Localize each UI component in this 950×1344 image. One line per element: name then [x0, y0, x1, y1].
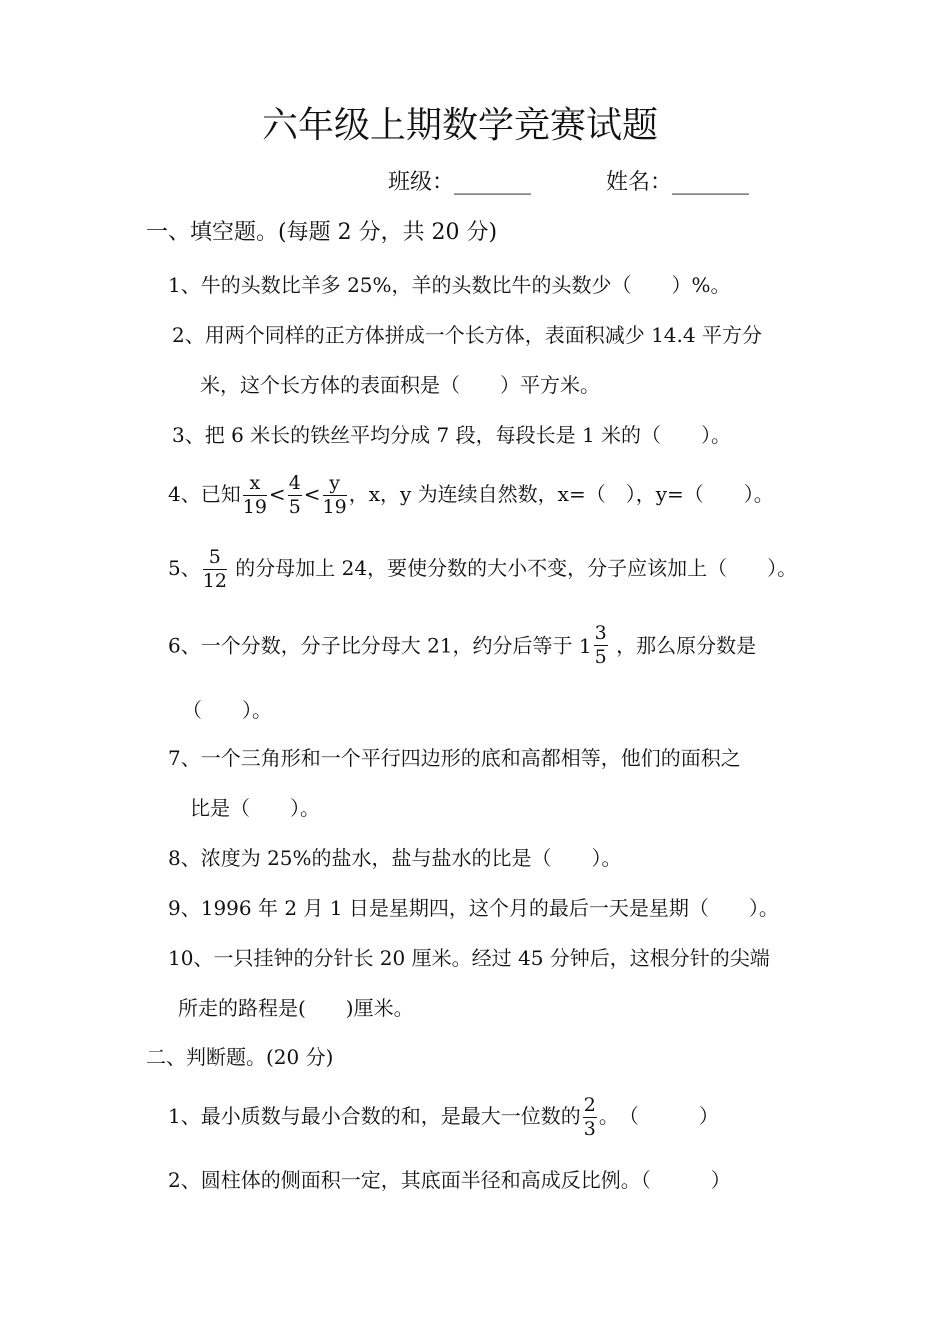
question-1-3: 3、把 6 米长的铁丝平均分成 7 段，每段长是 1 米的（ ）。 [172, 423, 732, 447]
class-field: 班级：_______ [388, 170, 532, 195]
fraction-numerator: y [323, 474, 347, 496]
fraction-denominator: 5 [594, 646, 607, 668]
less-than-sign: < [303, 482, 321, 506]
question-1-9: 9、1996 年 2 月 1 日是星期四，这个月的最后一天是星期（ ）。 [168, 896, 779, 920]
fraction-numerator: 5 [203, 548, 227, 570]
q4-suffix: ，x，y 为连续自然数，x=（ ），y=（ ）。 [348, 482, 774, 506]
fraction-numerator: 2 [583, 1094, 596, 1116]
q5-suffix: 的分母加上 24，要使分数的大小不变，分子应该加上（ ）。 [235, 556, 798, 580]
question-1-4 [168, 474, 774, 517]
fraction-3-over-5 [594, 624, 608, 667]
question-2-2: 2、圆柱体的侧面积一定，其底面半径和高成反比例。（ ） [168, 1168, 731, 1192]
question-1-2-line2: 米，这个长方体的表面积是（ ）平方米。 [200, 373, 600, 397]
s2q1-prefix: 1、最小质数与最小合数的和，是最大一位数的 [168, 1104, 581, 1128]
question-1-6 [168, 624, 756, 667]
fraction-5-over-12 [203, 548, 227, 591]
question-1-6-line2: （ ）。 [182, 698, 272, 722]
fraction-numerator: x [243, 474, 267, 496]
question-1-1: 1、牛的头数比羊多 25%，羊的头数比牛的头数少（ ）%。 [168, 273, 731, 297]
q6-prefix: 6、一个分数，分子比分母大 21，约分后等于 [168, 633, 573, 658]
question-2-1 [168, 1096, 719, 1139]
fraction-denominator: 19 [322, 496, 347, 518]
section-1-heading: 一、填空题。(每题 2 分，共 20 分) [146, 220, 498, 245]
name-field: 姓名：_______ [606, 170, 750, 195]
fraction-denominator: 12 [202, 570, 227, 592]
question-1-7-line2: 比是（ ）。 [190, 796, 320, 820]
q4-prefix: 4、已知 [168, 482, 241, 506]
fraction-numerator: 4 [288, 472, 301, 494]
fraction-denominator: 3 [583, 1118, 596, 1140]
question-1-7-line1: 7、一个三角形和一个平行四边形的底和高都相等，他们的面积之 [168, 746, 741, 770]
q5-prefix: 5、 [168, 556, 201, 580]
fraction-2-over-3 [583, 1096, 597, 1139]
fraction-denominator: 5 [288, 496, 301, 518]
question-1-2-line1: 2、用两个同样的正方体拼成一个长方体，表面积减少 14.4 平方分 [172, 323, 762, 347]
s2q1-suffix: 。 （ ） [598, 1104, 719, 1128]
fraction-numerator: 3 [594, 622, 607, 644]
fraction-x-over-19 [243, 474, 267, 517]
fraction-denominator: 19 [242, 496, 267, 518]
mixed-whole: 1 [578, 633, 592, 658]
page-title: 六年级上期数学竞赛试题 [261, 105, 658, 146]
question-1-10-line2: 所走的路程是( )厘米。 [178, 996, 414, 1020]
fraction-4-over-5 [288, 474, 302, 517]
mixed-number-1-3-5 [579, 624, 610, 667]
q6-suffix: ，那么原分数是 [616, 633, 757, 658]
fraction-y-over-19 [323, 474, 347, 517]
less-than-sign: < [268, 482, 286, 506]
section-2-heading: 二、判断题。(20 分) [146, 1045, 334, 1069]
question-1-5 [168, 548, 797, 591]
question-1-8: 8、浓度为 25%的盐水，盐与盐水的比是（ ）。 [168, 846, 622, 870]
question-1-10-line1: 10、一只挂钟的分针长 20 厘米。经过 45 分钟后，这根分针的尖端 [168, 946, 770, 970]
